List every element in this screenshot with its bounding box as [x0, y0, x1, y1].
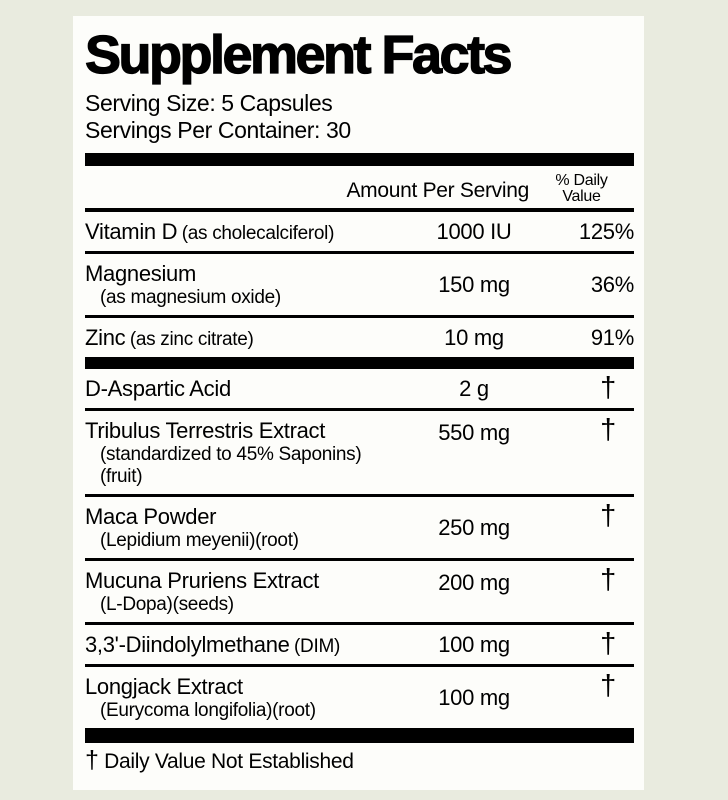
amount-value: 2 g	[459, 375, 489, 401]
page-title: Supplement Facts	[85, 25, 511, 85]
ingredient-note: (as zinc citrate)	[129, 329, 254, 351]
ingredient-note: (DIM)	[294, 636, 341, 658]
amount-value: 10 mg	[444, 324, 504, 350]
table-row-zinc	[85, 318, 634, 357]
column-header-amount: Amount Per Serving	[346, 179, 529, 203]
ingredient-name: Maca Powder	[85, 504, 217, 530]
dagger-icon: †	[600, 372, 616, 405]
serving-size: Serving Size: 5 Capsules	[85, 90, 333, 117]
table-row-mucuna	[85, 561, 634, 622]
dagger-icon: †	[600, 628, 616, 661]
thick-divider-middle	[85, 357, 634, 369]
ingredient-name: Longjack Extract	[85, 674, 243, 700]
thick-divider-top	[85, 153, 634, 166]
footnote	[85, 743, 634, 780]
amount-value: 100 mg	[438, 684, 510, 710]
ingredient-name: Mucuna Pruriens Extract	[85, 568, 319, 594]
ingredient-name: D-Aspartic Acid	[85, 376, 231, 402]
ingredient-subtext: (Lepidium meyenii)(root)	[100, 530, 299, 552]
ingredient-subtext: (as magnesium oxide)	[100, 287, 281, 309]
table-row-maca	[85, 497, 634, 558]
daily-value: 91%	[590, 324, 634, 350]
column-header-row	[85, 166, 634, 212]
table-row-dim	[85, 625, 634, 664]
amount-value: 1000 IU	[436, 218, 512, 244]
dagger-icon: †	[600, 564, 616, 597]
ingredient-note: (as cholecalciferol)	[181, 223, 335, 245]
column-header-daily-value-line2: Value	[562, 188, 601, 206]
dagger-icon: †	[600, 670, 616, 703]
amount-value: 150 mg	[438, 271, 510, 297]
ingredient-name: Vitamin D	[85, 219, 178, 245]
serving-info	[85, 90, 634, 144]
dagger-icon: †	[85, 746, 99, 775]
thick-divider-bottom	[85, 728, 634, 743]
amount-value: 250 mg	[438, 514, 510, 540]
servings-per-container: Servings Per Container: 30	[85, 117, 351, 144]
ingredient-subtext: (fruit)	[100, 466, 143, 488]
table-row-tribulus	[85, 411, 634, 494]
table-row-longjack	[85, 667, 634, 728]
table-row-vitamin-d	[85, 212, 634, 251]
ingredient-name: Zinc	[85, 325, 126, 351]
dagger-icon: †	[600, 500, 616, 533]
ingredient-subtext: (Eurycoma longifolia)(root)	[100, 700, 316, 722]
amount-value: 200 mg	[438, 570, 510, 596]
table-row-d-aspartic-acid	[85, 369, 634, 408]
amount-value: 100 mg	[438, 631, 510, 657]
ingredient-name: Magnesium	[85, 261, 197, 287]
footnote-text: Daily Value Not Established	[104, 750, 354, 774]
dagger-icon: †	[600, 414, 616, 447]
table-row-magnesium	[85, 254, 634, 315]
ingredient-subtext: (L-Dopa)(seeds)	[100, 594, 234, 616]
ingredient-name: Tribulus Terrestris Extract	[85, 418, 326, 444]
column-header-daily-value-line1: % Daily	[555, 172, 608, 190]
column-header-daily-value	[529, 173, 634, 205]
daily-value: 36%	[590, 271, 634, 297]
ingredient-subtext: (standardized to 45% Saponins)	[100, 444, 362, 466]
supplement-facts-panel	[73, 16, 644, 790]
daily-value: 125%	[578, 218, 634, 244]
amount-value: 550 mg	[438, 420, 510, 446]
ingredient-name: 3,3'-Diindolylmethane	[85, 632, 290, 658]
